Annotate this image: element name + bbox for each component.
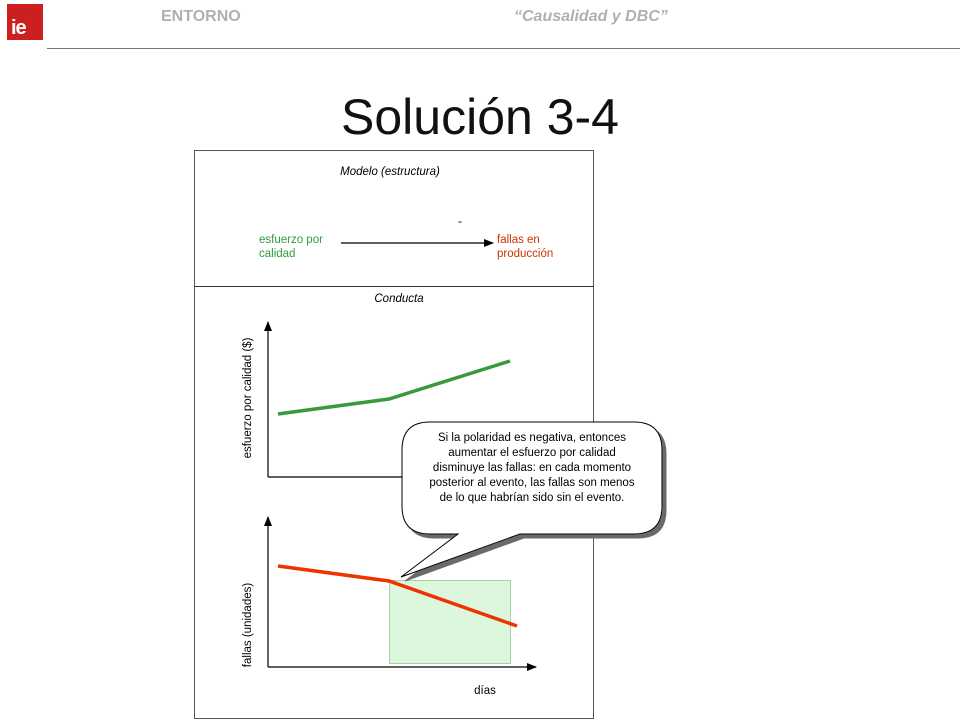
bottom-y-axis-label: fallas (unidades) bbox=[242, 582, 254, 668]
callout-line: posterior al evento, las fallas son menos bbox=[429, 477, 635, 489]
callout-text bbox=[410, 431, 654, 506]
top-y-axis-label: esfuerzo por calidad ($) bbox=[242, 337, 254, 459]
callout-line: disminuye las fallas: en cada momento bbox=[432, 462, 632, 474]
improvement-area bbox=[390, 581, 511, 664]
effect-label-line-1: fallas en bbox=[497, 234, 540, 246]
callout-line: Si la polaridad es negativa, entonces bbox=[438, 432, 626, 444]
callout-line: de lo que habrían sido sin el evento. bbox=[439, 492, 625, 504]
effect-label-line-2: producción bbox=[497, 248, 554, 260]
cause-label-line-2: calidad bbox=[259, 248, 296, 260]
polarity-sign: - bbox=[458, 214, 462, 228]
cause-label-line-1: esfuerzo por bbox=[259, 234, 323, 246]
x-axis-label: días bbox=[474, 685, 496, 697]
behavior-caption: Conducta bbox=[374, 293, 424, 305]
logo-text: ie bbox=[11, 17, 26, 39]
header-section: ENTORNO bbox=[161, 8, 241, 25]
callout-line: aumentar el esfuerzo por calidad bbox=[448, 447, 616, 459]
page-title: Solución 3-4 bbox=[341, 89, 619, 145]
header-topic: “Causalidad y DBC” bbox=[514, 8, 668, 25]
model-caption: Modelo (estructura) bbox=[340, 166, 440, 178]
